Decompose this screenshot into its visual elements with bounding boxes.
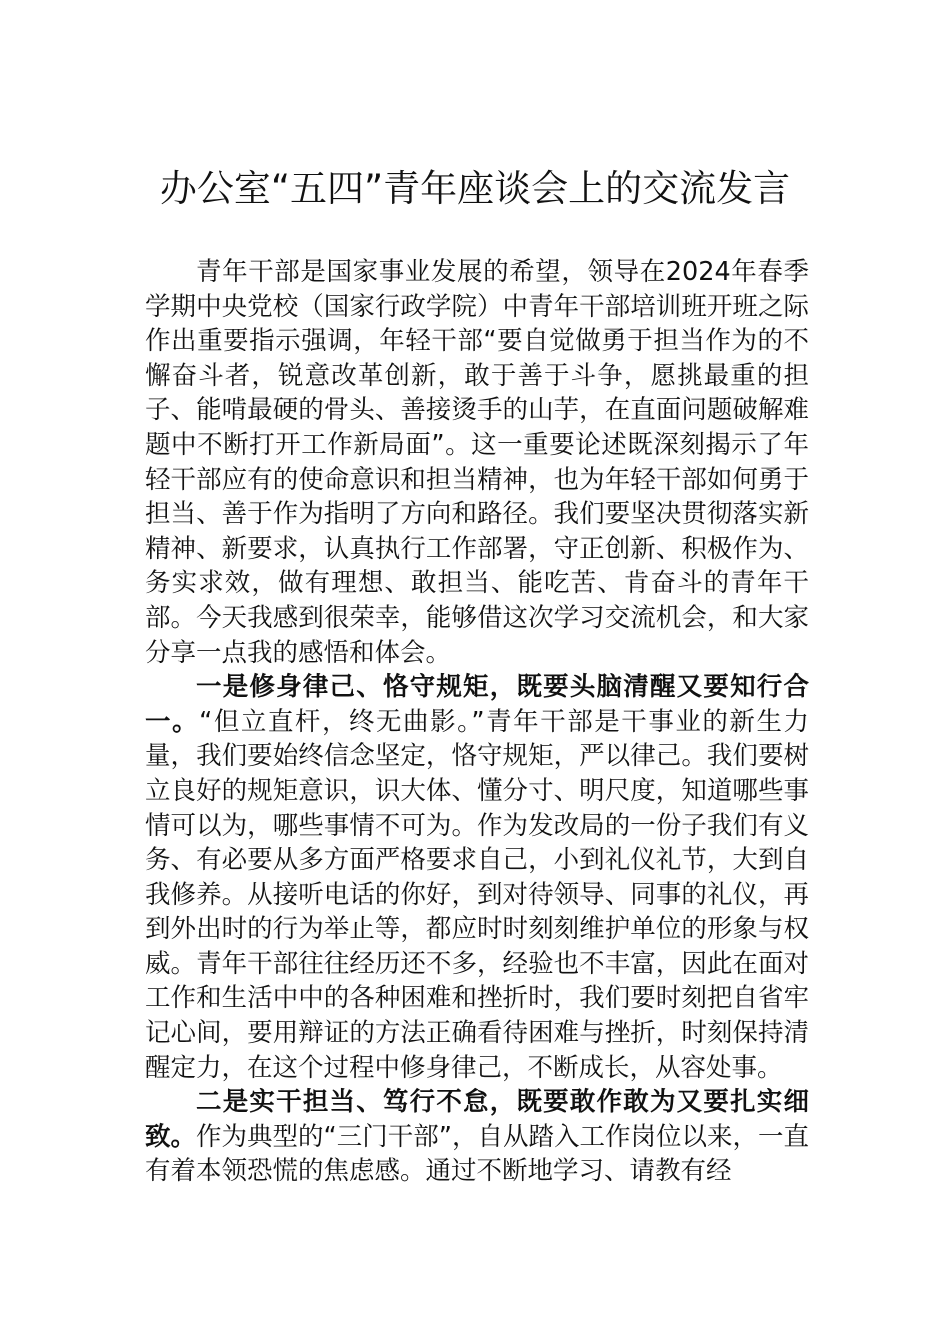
paragraph-point-two	[145, 1085, 809, 1189]
paragraph-point-two-text: 作为典型的“三门干部”，自从踏入工作岗位以来，一直有着本领恐慌的焦虑感。通过不断地学习、请教有经	[145, 1121, 809, 1187]
paragraph-intro-text: 青年干部是国家事业发展的希望，领导在2024年春季学期中央党校（国家行政学院）中青年干部培训班开班之际作出重要指示强调，年轻干部“要自觉做勇于担当作为的不懈奋斗者，锐意改革创新，敢于善于斗争，愿挑最重的担子、能啃最硬的骨头、善接烫手的山芋，在直面问题破解难题中不断打开工作新局面”。这一重要论述既深刻揭示了年轻干部应有的使命意识和担当精神，也为年轻干部如何勇于担当、善于作为指明了方向和路径。我们要坚决贯彻落实新精神、新要求，认真执行工作部署，守正创新、积极作为、务实求效，做有理想、敢担当、能吃苦、肯奋斗的青年干部。今天我感到很荣幸，能够借这次学习交流机会，和大家分享一点我的感悟和体会。	[145, 257, 809, 668]
paragraph-point-one-heading: 一是修身律己、恪守规矩，既要头脑清醒又要知行合一。	[145, 672, 809, 737]
document-body	[145, 255, 809, 1189]
paragraph-point-one-text: “但立直杆，终无曲影。”青年干部是干事业的新生力量，我们要始终信念坚定，恪守规矩，严以律己。我们要树立良好的规矩意识，识大体、懂分寸、明尺度，知道哪些事情可以为，哪些事情不可为。作为发改局的一份子我们有义务、有必要从多方面严格要求自己，小到礼仪礼节，大到自我修养。从接听电话的你好，到对待领导、同事的礼仪，再到外出时的行为举止等，都应时时刻刻维护单位的形象与权威。青年干部往往经历还不多，经验也不丰富，因此在面对工作和生活中中的各种困难和挫折时，我们要时刻把自省牢记心间，要用辩证的方法正确看待困难与挫折，时刻保持清醒定力，在这个过程中修身律己，不断成长，从容处事。	[145, 706, 809, 1083]
paragraph-intro	[145, 255, 809, 670]
paragraph-point-one	[145, 670, 809, 1085]
document-title: 办公室“五四”青年座谈会上的交流发言	[159, 167, 791, 210]
paragraph-point-two-heading: 二是实干担当、笃行不怠，既要敢作敢为又要扎实细致。	[145, 1087, 809, 1152]
